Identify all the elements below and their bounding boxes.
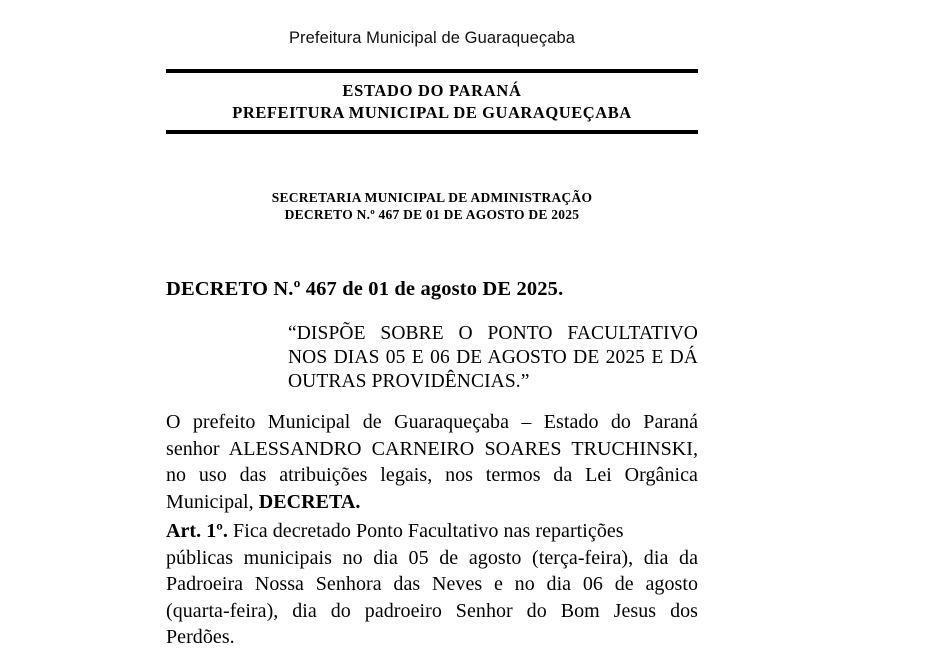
article-1-block [166,518,698,651]
department-subheading [166,189,698,223]
article-1-body-text: públicas municipais no dia 05 de agosto (terça-feira), dia da Padroeira Nossa Senhora das Neves e no dia 06 de agosto (quarta-feira), dia do padroeiro Senhor do Bom Jesus dos Perdões. [166,546,698,648]
masthead-rule-bottom [166,130,698,134]
article-1-first-line [166,518,698,545]
masthead-rule-top [166,69,698,73]
preamble-decreta-emphasis: DECRETA. [258,490,361,513]
article-1-paragraph [166,518,698,651]
running-head: Prefeitura Municipal de Guaraqueçaba [288,29,576,47]
masthead-line-state: ESTADO DO PARANÁ [342,81,522,100]
decree-summary-ementa: “DISPÕE SOBRE O PONTO FACULTATIVO NOS DIAS 05 E 06 DE AGOSTO DE 2025 E DÁ OUTRAS PROVIDÊNCIAS.” [288,323,698,392]
decree-title: DECRETO N.º 467 de 01 de agosto DE 2025. [166,278,564,300]
preamble-block [166,409,698,515]
subhead-line-secretariat: SECRETARIA MUNICIPAL DE ADMINISTRAÇÃO [271,190,593,205]
preamble-paragraph [166,409,698,515]
article-1-label: Art. 1º. [166,520,228,542]
masthead-line-city: PREFEITURA MUNICIPAL DE GUARAQUEÇABA [232,103,632,122]
subhead-line-decree-reference: DECRETO N.º 467 DE 01 DE AGOSTO DE 2025 [284,207,580,222]
masthead [166,80,698,124]
article-1-first-line-text: Fica decretado Ponto Facultativo nas repartições [227,520,624,542]
preamble-text: O prefeito Municipal de Guaraqueçaba – Estado do Paraná senhor ALESSANDRO CARNEIRO SOARES TRUCHINSKI, no uso das atribuições legais, nos termos da Lei Orgânica Municipal, [166,411,698,513]
